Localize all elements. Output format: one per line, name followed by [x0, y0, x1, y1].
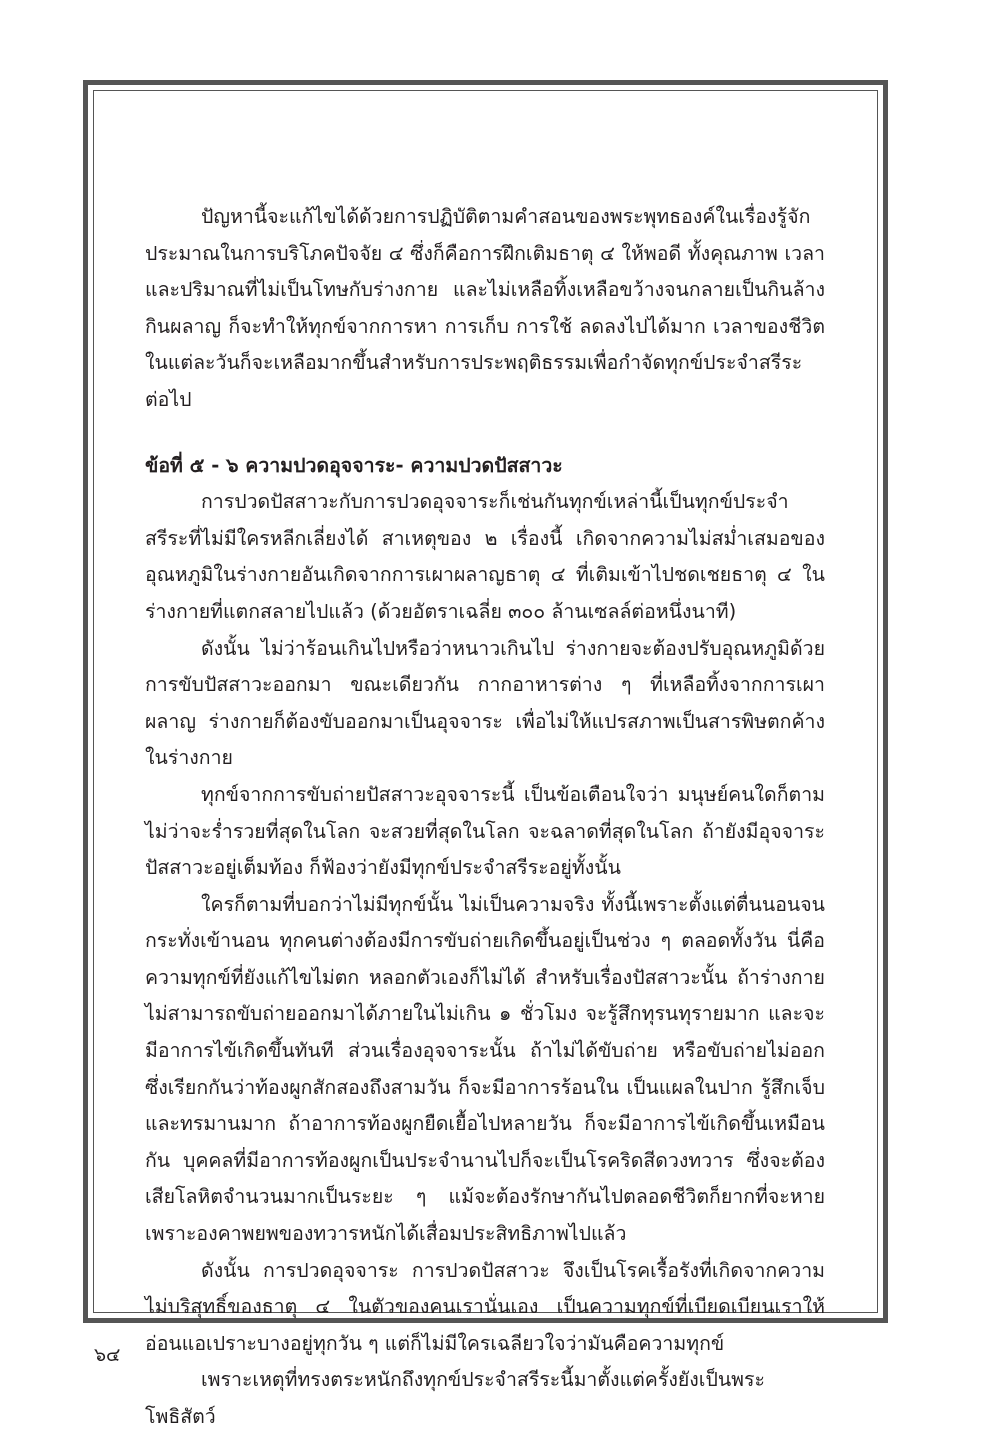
section-paragraph: ดังนั้น การปวดอุจจาระ การปวดปัสสาวะ จึงเป็นโรคเรื้อรังที่เกิดจากความไม่บริสุทธิ์ของธาตุ ๔ ในตัวของคนเรานั่นเอง เป็นความทุกข์ที่เบียดเบียนเราให้อ่อนแอเปราะบางอยู่ทุกวัน ๆ แต่ก็ไม่มีใครเฉลียวใจว่ามันคือความทุกข์ [145, 1258, 825, 1355]
section-paragraph: การปวดปัสสาวะกับการปวดอุจจาระก็เช่นกันทุกข์เหล่านี้เป็นทุกข์ประจำสรีระที่ไม่มีใครหลีกเลี่ยงได้ สาเหตุของ ๒ เรื่องนี้ เกิดจากความไม่สม่ำเสมอของอุณหภูมิในร่างกายอันเกิดจากการเผาผลาญธาตุ ๔ ที่เติมเข้าไปชดเชยธาตุ ๔ ในร่างกายที่แตกสลายไปแล้ว (ด้วยอัตราเฉลี่ย ๓๐๐ ล้านเซลล์ต่อหนึ่งนาที) [145, 490, 825, 623]
section-paragraph: เพราะเหตุที่ทรงตระหนักถึงทุกข์ประจำสรีระนี้มาตั้งแต่ครั้งยังเป็นพระโพธิสัตว์ [145, 1368, 765, 1428]
section-paragraph: ทุกข์จากการขับถ่ายปัสสาวะอุจจาระนี้ เป็นข้อเตือนใจว่า มนุษย์คนใดก็ตาม ไม่ว่าจะร่ำรวยที่สุดในโลก จะสวยที่สุดในโลก จะฉลาดที่สุดในโลก ถ้ายังมีอุจจาระปัสสาวะอยู่เต็มท้อง ก็ฟ้องว่ายังมีทุกข์ประจำสรีระอยู่ทั้งนั้น [145, 782, 825, 880]
section-heading: ข้อที่ ๕ - ๖ ความปวดอุจจาระ- ความปวดปัสสาวะ [145, 453, 563, 477]
section-paragraph: ใครก็ตามที่บอกว่าไม่มีทุกข์นั้น ไม่เป็นความจริง ทั้งนี้เพราะตั้งแต่ตื่นนอนจนกระทั่งเข้านอน ทุกคนต่างต้องมีการขับถ่ายเกิดขึ้นอยู่เป็นช่วง ๆ ตลอดทั้งวัน นี่คือความทุกข์ที่ยังแก้ไขไม่ตก หลอกตัวเองก็ไม่ได้ สำหรับเรื่องปัสสาวะนั้น ถ้าร่างกายไม่สามารถขับถ่ายออกมาได้ภายในไม่เกิน ๑ ชั่วโมง จะรู้สึกทุรนทุรายมาก และจะมีอาการไข้เกิดขึ้นทันที ส่วนเรื่องอุจจาระนั้น ถ้าไม่ได้ขับถ่าย หรือขับถ่ายไม่ออก ซึ่งเรียกกันว่าท้องผูกสักสองถึงสามวัน ก็จะมีอาการร้อนใน เป็นแผลในปาก รู้สึกเจ็บและทรมานมาก ถ้าอาการท้องผูกยืดเยื้อไปหลายวัน ก็จะมีอาการไข้เกิดขึ้นเหมือนกัน บุคคลที่มีอาการท้องผูกเป็นประจำนานไปก็จะเป็นโรคริดสีดวงทวาร ซึ่งจะต้องเสียโลหิตจำนวนมากเป็นระยะ ๆ แม้จะต้องรักษากันไปตลอดชีวิตก็ยากที่จะหาย เพราะองคาพยพของทวารหนักได้เสื่อมประสิทธิภาพไปแล้ว [145, 892, 825, 1246]
section-paragraph: ดังนั้น ไม่ว่าร้อนเกินไปหรือว่าหนาวเกินไป ร่างกายจะต้องปรับอุณหภูมิด้วยการขับปัสสาวะออกมา ขณะเดียวกัน กากอาหารต่าง ๆ ที่เหลือทิ้งจากการเผาผลาญ ร่างกายก็ต้องขับออกมาเป็นอุจจาระ เพื่อไม่ให้แปรสภาพเป็นสารพิษตกค้างในร่างกาย [145, 636, 825, 770]
page-body [145, 199, 825, 1436]
page-number: ๖๔ [94, 1344, 121, 1366]
intro-paragraph: ปัญหานี้จะแก้ไขได้ด้วยการปฏิบัติตามคำสอนของพระพุทธองค์ในเรื่องรู้จักประมาณในการบริโภคปัจจัย ๔ ซึ่งก็คือการฝึกเติมธาตุ ๔ ให้พอดี ทั้งคุณภาพ เวลา และปริมาณที่ไม่เป็นโทษกับร่างกาย และไม่เหลือทิ้งเหลือขว้างจนกลายเป็นกินล้างกินผลาญ ก็จะทำให้ทุกข์จากการหา การเก็บ การใช้ ลดลงไปได้มาก เวลาของชีวิตในแต่ละวันก็จะเหลือมากขึ้นสำหรับการประพฤติธรรมเพื่อกำจัดทุกข์ประจำสรีระต่อไป [145, 205, 825, 411]
section-gap [145, 419, 825, 448]
